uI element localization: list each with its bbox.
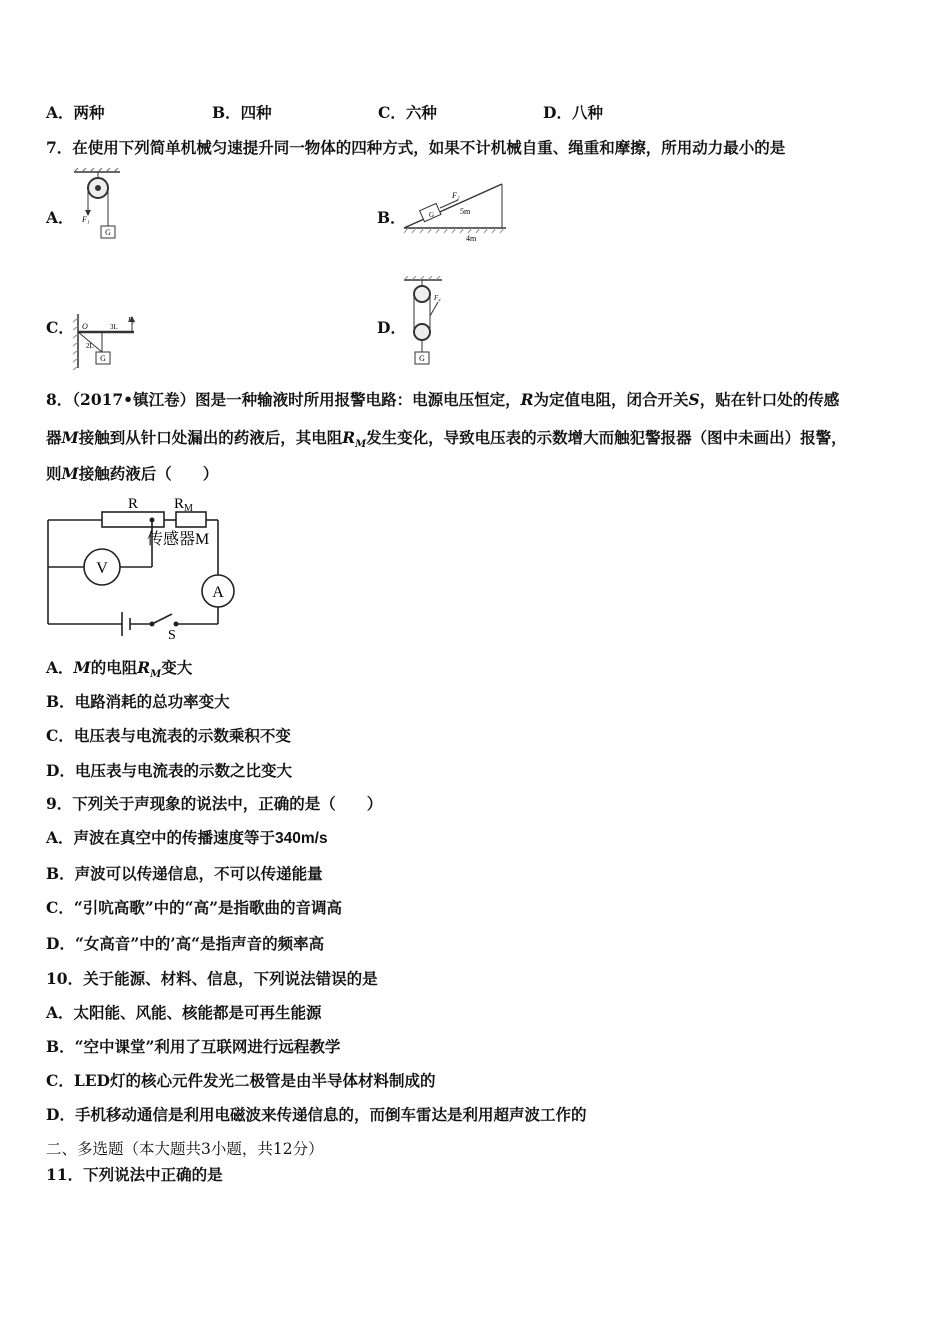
q9-option-d: D．“女高音”中的’高“是指声音的频率高 (46, 934, 325, 953)
q7-c-right-label: 3L (110, 323, 118, 331)
q8-option-c: C．电压表与电流表的示数乘积不变 (46, 726, 291, 745)
q10-option-d: D．手机移动通信是利用电磁波来传递信息的，而倒车雷达是利用超声波工作的 (46, 1105, 587, 1124)
q6-option-b: B．四种 (212, 103, 272, 122)
q10-option-c: C．LED灯的核心元件发光二极管是由半导体材料制成的 (46, 1071, 436, 1090)
q7-label-d: D． (377, 318, 406, 337)
q7-c-pivot-label: O (82, 322, 88, 331)
q8-circuit-diagram (44, 492, 244, 644)
q7-stem: 7．在使用下列简单机械匀速提升同一物体的四种方式，如果不计机械自重、绳重和摩擦，所用动力最小的是 (46, 138, 786, 157)
q10-option-b: B．“空中课堂”利用了互联网进行远程教学 (46, 1037, 341, 1056)
q7-b-force-label: F₂ (452, 191, 460, 200)
q7-figure-c-lever (72, 312, 142, 370)
q6-option-d: D．八种 (543, 103, 603, 122)
q7-c-block-label: G (100, 354, 106, 363)
q7-c-force-label: F₃ (128, 316, 135, 324)
q10-option-a: A．太阳能、风能、核能都是可再生能源 (46, 1003, 322, 1022)
q7-figure-d-pulley-block (402, 276, 448, 370)
q7-b-base-label: 4m (466, 234, 477, 243)
ammeter-label: A (212, 584, 224, 601)
q7-label-a: A． (46, 208, 74, 227)
q7-c-left-label: 2L (86, 342, 94, 350)
q6-option-a: A．两种 (46, 103, 105, 122)
circuit-rm-label: $R_M$ (174, 496, 193, 514)
q8-option-b: B．电路消耗的总功率变大 (46, 692, 230, 711)
q11-stem: 11．下列说法中正确的是 (46, 1165, 223, 1184)
q9-stem: 9．下列关于声现象的说法中，正确的是（ ） (46, 794, 383, 813)
q9-option-a: A．声波在真空中的传播速度等于340m/s (46, 828, 328, 847)
q9-option-b: B．声波可以传递信息，不可以传递能量 (46, 864, 323, 883)
q7-d-block-label: G (419, 354, 425, 363)
q7-d-force-label: F₄ (434, 294, 441, 302)
q7-figure-b-incline (402, 178, 510, 244)
section-2-heading: 二、多选题（本大题共3小题，共12分） (46, 1140, 324, 1158)
q8-option-a: A．M的电阻$R_M$变大 (46, 658, 193, 681)
q8-stem-line3: 则M接触药液后（ ） (46, 464, 219, 483)
q6-option-c: C．六种 (378, 103, 437, 122)
circuit-r-label: R (127, 496, 139, 512)
q7-label-c: C． (46, 318, 74, 337)
q7-a-force-label: F₁ (82, 215, 90, 224)
q7-b-block-label: G (429, 211, 435, 219)
circuit-sensor-label: 传感器M (147, 531, 210, 548)
q8-option-d: D．电压表与电流表的示数之比变大 (46, 761, 292, 780)
q8-stem-line1: 8．（2017•镇江卷）图是一种输液时所用报警电路：电源电压恒定，R为定值电阻，闭合开关S，贴在针口处的传感 (46, 390, 840, 409)
q7-b-slope-label: 5m (460, 207, 471, 216)
q8-stem-line2: 器M接触到从针口处漏出的药液后，其电阻$R_M$发生变化，导致电压表的示数增大而触犯警报器（图中未画出）报警， (46, 428, 847, 451)
voltmeter-label: V (96, 560, 108, 577)
q7-figure-a-fixed-pulley (72, 168, 122, 244)
q7-a-block-label: G (105, 228, 111, 237)
switch-label: S (168, 628, 176, 643)
q10-stem: 10．关于能源、材料、信息，下列说法错误的是 (46, 969, 378, 988)
q9-option-c: C．“引吭高歌”中的“高”是指歌曲的音调高 (46, 898, 342, 917)
q7-label-b: B． (377, 208, 406, 227)
